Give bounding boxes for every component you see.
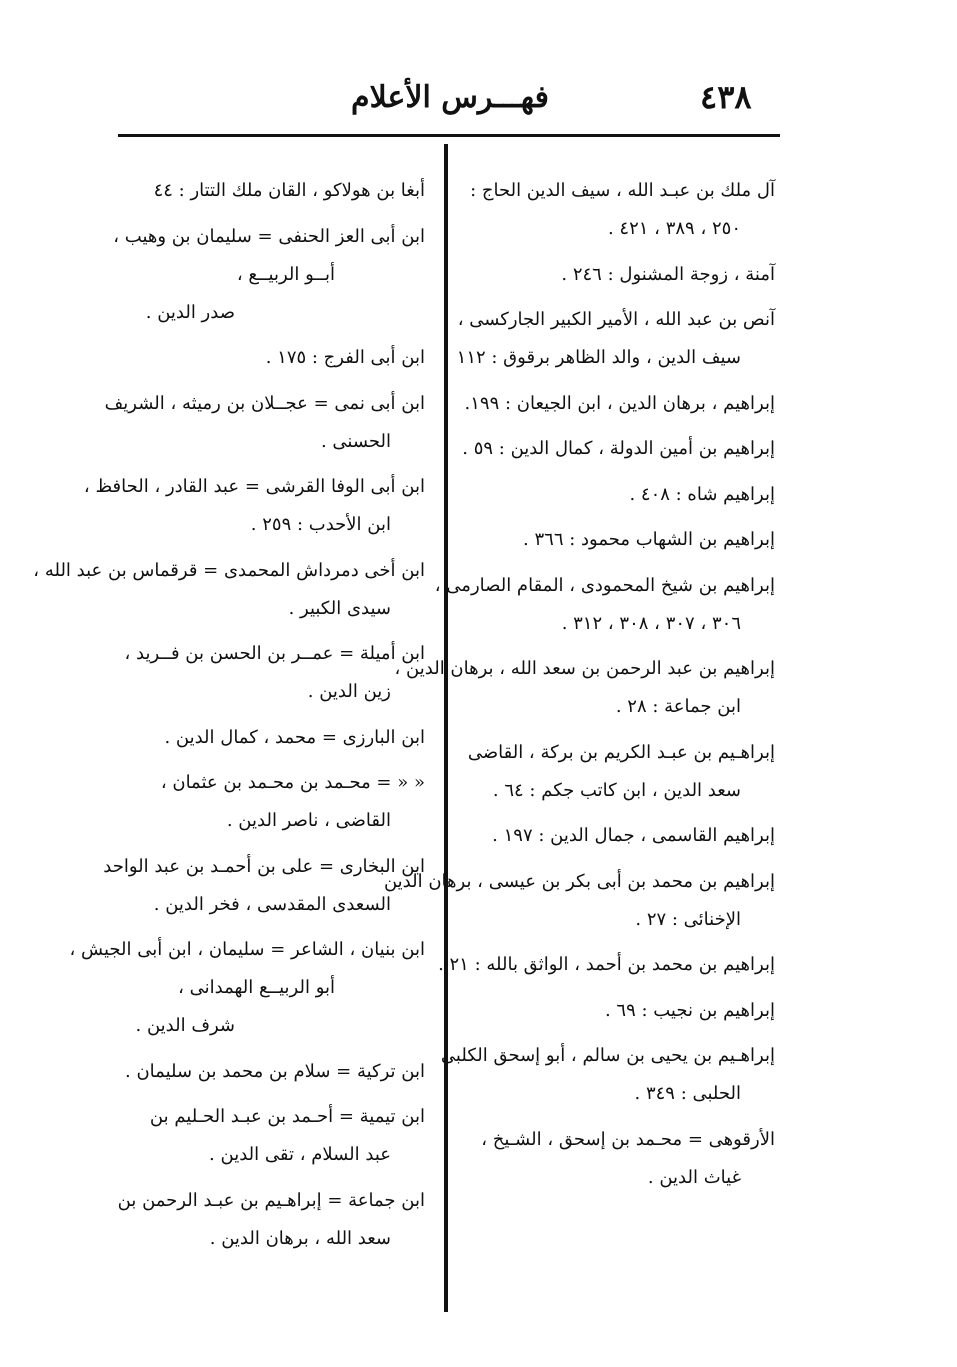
entry-continuation-line: الحسنى . (320, 430, 391, 452)
entry-line: ابن البارزى = محمد ، كمال الدين . (164, 726, 425, 748)
index-entry (470, 992, 775, 1030)
index-entry (120, 1053, 425, 1091)
entry-continuation-line: سعد الدين ، ابن كاتب جكم : ٦٤ . (492, 779, 741, 801)
entry-continuation-line: ابن جماعة : ٢٨ . (615, 696, 741, 717)
entry-line: أبغا بن هولاكو ، القان ملك التتار : ٤٤ (153, 180, 425, 201)
index-entry (69, 931, 425, 1045)
entry-line: إبراهيم بن أمين الدولة ، كمال الدين : ٥٩ . (462, 438, 775, 459)
entry-line: ابن أخى دمرداش المحمدى = قرقماس بن عبد الله ، (33, 559, 425, 581)
entry-line: إبراهيم بن نجيب : ٦٩ . (604, 999, 775, 1021)
index-entry (113, 218, 425, 332)
entry-continuation-line: السعدى المقدسى ، فخر الدين . (153, 893, 391, 915)
index-entry (470, 172, 775, 248)
entry-line: إبراهـيم بن يحيى بن سالم ، أبو إسحق الكلبى (440, 1045, 775, 1066)
column-divider (444, 144, 448, 1312)
entry-line: إبراهـيم بن عبـد الكريم بن بركة ، القاضى (467, 741, 775, 763)
entry-continuation-line: صدر الدين . (145, 301, 235, 323)
entry-line: آنص بن عبد الله ، الأمير الكبير الجاركسى ، (457, 309, 775, 330)
index-entry (120, 1098, 425, 1174)
entry-continuation-line: غياث الدين . (647, 1166, 741, 1188)
index-entry (120, 172, 425, 210)
page-title: فهـــرس الأعلام (351, 80, 549, 115)
right-column (383, 172, 775, 1204)
entry-line: إبراهيم بن محمد بن أحمد ، الواثق بالله : ٢١ . (438, 954, 775, 975)
index-entry (120, 719, 425, 757)
index-entry (470, 817, 775, 855)
index-entry (467, 734, 775, 810)
entry-line: ابن تركية = سلام بن محمد بن سليمان . (125, 1060, 425, 1082)
entry-continuation-line: عبد السلام ، تقى الدين . (209, 1144, 391, 1165)
entry-continuation-line: القاضى ، ناصر الدين . (226, 810, 391, 831)
index-entry (83, 468, 425, 544)
page-number: ٤٣٨ (700, 78, 752, 116)
entry-continuation-line: سعد الله ، برهان الدين . (209, 1227, 391, 1249)
index-entry (470, 1121, 775, 1197)
index-entry (464, 385, 775, 423)
index-entry (440, 1037, 775, 1113)
entry-continuation-line: الحلبى : ٣٤٩ . (634, 1083, 741, 1104)
index-entry (470, 476, 775, 514)
entry-line: آل ملك بن عبـد الله ، سيف الدين الحاج : (470, 180, 775, 201)
entry-line: ابن أبى الفرج : ١٧٥ . (265, 347, 425, 368)
entry-line: إبراهيم بن محمد بن أبى بكر بن عيسى ، برهان الدين (383, 870, 775, 892)
entry-continuation-line: أبو الربيــع الهمدانى ، (178, 977, 335, 998)
entry-line: ابن أبى نمى = عجــلان بن رميثه ، الشريف (104, 392, 425, 414)
entry-line: إبراهيم بن عبد الرحمن بن سعد الله ، برهان الدين ، (394, 658, 775, 679)
index-entry (462, 430, 775, 468)
entry-line: آمنة ، زوجة المشنول : ٢٤٦ . (561, 263, 775, 285)
header-rule (118, 134, 780, 137)
entry-continuation-line: شرف الدين . (135, 1015, 235, 1036)
entry-continuation-line: سيدى الكبير . (288, 597, 391, 619)
index-entry (434, 567, 775, 643)
entry-continuation-line: سيف الدين ، والد الظاهر برقوق : ١١٢ (456, 347, 741, 368)
index-entry (117, 1182, 425, 1258)
index-entry (120, 635, 425, 711)
index-entry (120, 339, 425, 377)
entry-continuation-line: ٣٠٦ ، ٣٠٧ ، ٣٠٨ ، ٣١٢ . (561, 612, 741, 634)
left-column (33, 172, 425, 1265)
entry-line: ابن جماعة = إبراهـيم بن عبـد الرحمن بن (117, 1189, 425, 1211)
entry-line: « « = محـمد بن محـمد بن عثمان ، (160, 772, 425, 793)
entry-line: ابن بنيان ، الشاعر = سليمان ، ابن أبى الجيش ، (69, 939, 425, 960)
entry-line: الأرقوهى = محـمد بن إسحق ، الشـيخ ، (481, 1128, 775, 1150)
entry-line: ابن تيمية = أحـمد بن عبـد الحـليم بن (149, 1106, 425, 1127)
entry-line: ابن أبى العز الحنفى = سليمان بن وهيب ، (113, 225, 425, 247)
index-entry (438, 946, 775, 984)
entry-line: ابن أبى الوفا القرشى = عبد القادر ، الحافظ ، (83, 476, 425, 497)
entry-line: إبراهيم بن شيخ المحمودى ، المقام الصارمى ، (434, 574, 775, 596)
index-entry (456, 301, 775, 377)
entry-continuation-line: زين الدين . (307, 681, 391, 702)
index-entry (383, 863, 775, 939)
index-entry (394, 650, 775, 726)
entry-line: إبراهيم بن الشهاب محمود : ٣٦٦ . (523, 529, 775, 550)
entry-continuation-line: ٢٥٠ ، ٣٨٩ ، ٤٢١ . (607, 218, 741, 239)
entry-continuation-line: ابن الأحدب : ٢٥٩ . (250, 514, 391, 535)
index-entry (470, 521, 775, 559)
index-entry (33, 552, 425, 628)
entry-continuation-line: أبــو الربيــع ، (236, 263, 335, 285)
index-entry (470, 256, 775, 294)
entry-line: ابن البخارى = على بن أحمـد بن عبد الواحد (103, 855, 425, 877)
index-entry (104, 385, 425, 461)
entry-continuation-line: الإخنائى : ٢٧ . (635, 908, 741, 930)
entry-line: إبراهيم ، برهان الدين ، ابن الجيعان : ١٩٩. (464, 392, 775, 414)
entry-line: إبراهيم القاسمى ، جمال الدين : ١٩٧ . (492, 825, 775, 846)
entry-line: ابن أميلة = عمــر بن الحسن بن فــريد ، (124, 643, 425, 664)
index-entry (120, 764, 425, 840)
entry-line: إبراهيم شاه : ٤٠٨ . (629, 483, 775, 505)
index-entry (103, 848, 425, 924)
